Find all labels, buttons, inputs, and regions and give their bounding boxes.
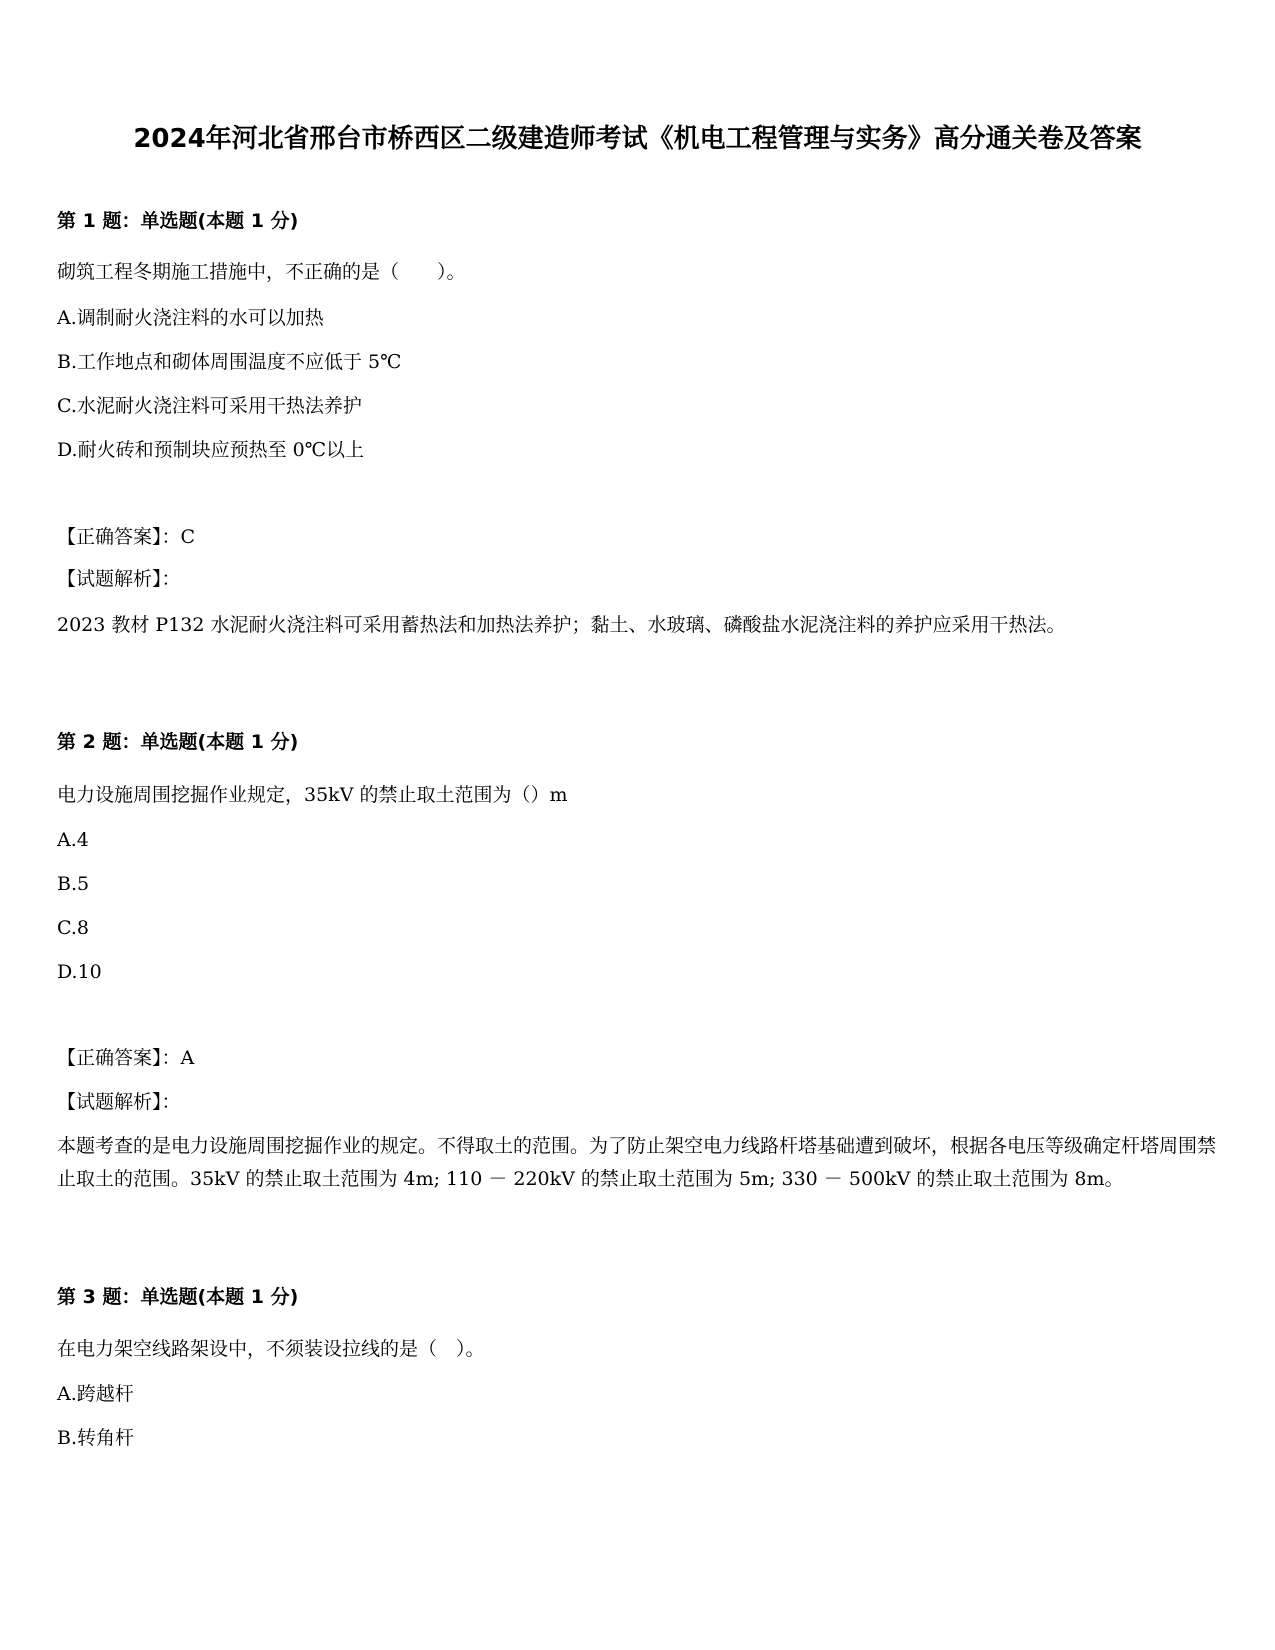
question-3-option-a: A.跨越杆 (57, 1383, 134, 1405)
question-2-option-a: A.4 (57, 829, 89, 851)
question-2-option-c: C.8 (57, 917, 89, 939)
question-2-analysis-label: 【试题解析】： (57, 1091, 181, 1113)
question-1-option-a: A.调制耐火浇注料的水可以加热 (57, 307, 324, 329)
question-3-stem: 在电力架空线路架设中，不须装设拉线的是（ ）。 (57, 1338, 485, 1360)
question-1-option-b: B.工作地点和砌体周围温度不应低于 5℃ (57, 351, 402, 373)
question-2-option-d: D.10 (57, 961, 102, 983)
question-3-header: 第 3 题：单选题(本题 1 分) (57, 1286, 299, 1308)
document-title: 2024年河北省邢台市桥西区二级建造师考试《机电工程管理与实务》高分通关卷及答案 (133, 124, 1142, 154)
question-2-answer: 【正确答案】：A (57, 1047, 195, 1069)
question-2-analysis: 本题考查的是电力设施周围挖掘作业的规定。不得取土的范围。为了防止架空电力线路杆塔基础遭到破坏，根据各电压等级确定杆塔周围禁止取土的范围。35kV 的禁止取土范围为 4m; 110 － 220kV 的禁止取土范围为 5m; 330 － 500kV 的禁止取土范围为 8m。 (57, 1135, 1217, 1190)
question-1-option-d: D.耐火砖和预制块应预热至 0℃以上 (57, 439, 364, 461)
question-1-option-c: C.水泥耐火浇注料可采用干热法养护 (57, 395, 362, 417)
question-1-stem: 砌筑工程冬期施工措施中，不正确的是（ ）。 (57, 261, 466, 283)
question-2-header: 第 2 题：单选题(本题 1 分) (57, 731, 299, 753)
question-3-option-b: B.转角杆 (57, 1427, 135, 1449)
question-2-stem: 电力设施周围挖掘作业规定，35kV 的禁止取土范围为（）m (57, 784, 568, 806)
question-1-analysis-label: 【试题解析】： (57, 568, 181, 590)
question-1-analysis: 2023 教材 P132 水泥耐火浇注料可采用蓄热法和加热法养护；黏土、水玻璃、磷酸盐水泥浇注料的养护应采用干热法。 (57, 614, 1066, 636)
question-1-answer: 【正确答案】：C (57, 526, 196, 548)
question-1-header: 第 1 题：单选题(本题 1 分) (57, 210, 299, 232)
question-2-option-b: B.5 (57, 873, 90, 895)
